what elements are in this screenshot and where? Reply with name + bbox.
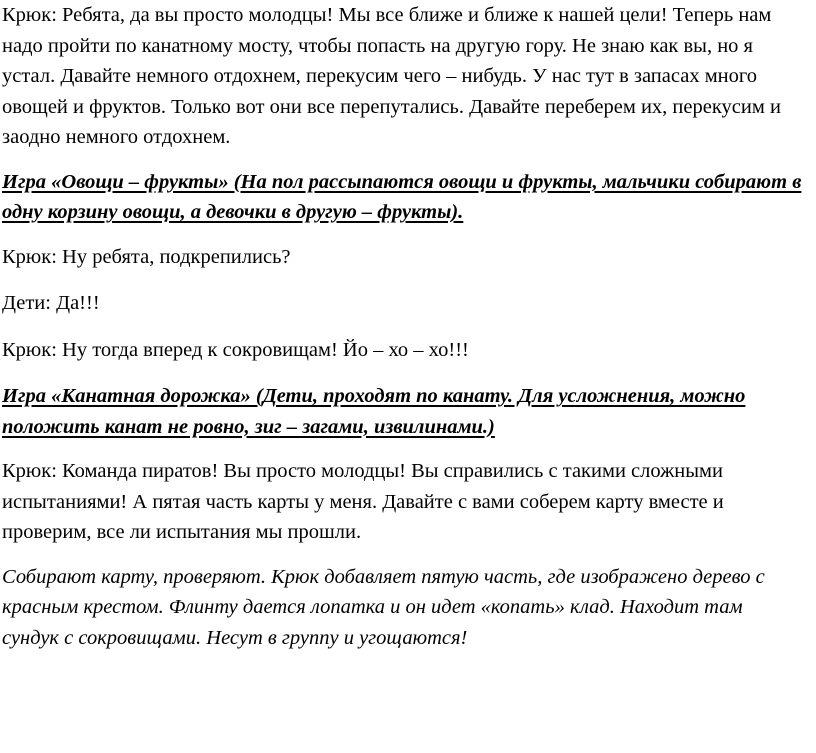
paragraph-children-reply: Дети: Да!!!	[2, 292, 100, 314]
paragraph-hook-speech-3: Крюк: Ну тогда вперед к сокровищам! Йо – хо – хо!!!	[2, 338, 469, 361]
paragraph-hook-speech-1: Крюк: Ребята, да вы просто молодцы! Мы все ближе и ближе к нашей цели! Теперь нам надо пройти по канатному мосту, чтобы попасть на другую гору. Не знаю как вы, но я устал. Давайте немного отдохнем, перекусим чего – нибудь. У нас тут в запасах много овощей и фруктов. Только вот они все перепутались. Давайте переберем их, перекусим и заодно немного отдохнем.	[2, 4, 781, 148]
paragraph-stage-direction: Собирают карту, проверяют. Крюк добавляет пятую часть, где изображено дерево с красным крестом. Флинту дается лопатка и он идет «копать» клад. Находит там сундук с сокровищами. Несут в группу и угощаются!	[2, 565, 765, 649]
game-title-vegetables-fruits: Игра «Овощи – фрукты» (На пол рассыпаются овощи и фрукты, мальчики собирают в одну корзину овощи, а девочки в другую – фрукты).	[2, 170, 802, 223]
game-title-rope-path: Игра «Канатная дорожка» (Дети, проходят по канату. Для усложнения, можно положить канат не ровно, зиг – загами, извилинами.)	[2, 385, 746, 438]
paragraph-game-rope-path	[2, 381, 802, 442]
paragraph-hook-speech-4: Крюк: Команда пиратов! Вы просто молодцы! Вы справились с такими сложными испытаниями! А пятая часть карты у меня. Давайте с вами соберем карту вместе и проверим, все ли испытания мы прошли.	[2, 460, 724, 543]
paragraph-hook-speech-2: Крюк: Ну ребята, подкрепились?	[2, 245, 291, 268]
paragraph-game-vegetables-fruits	[2, 167, 802, 228]
